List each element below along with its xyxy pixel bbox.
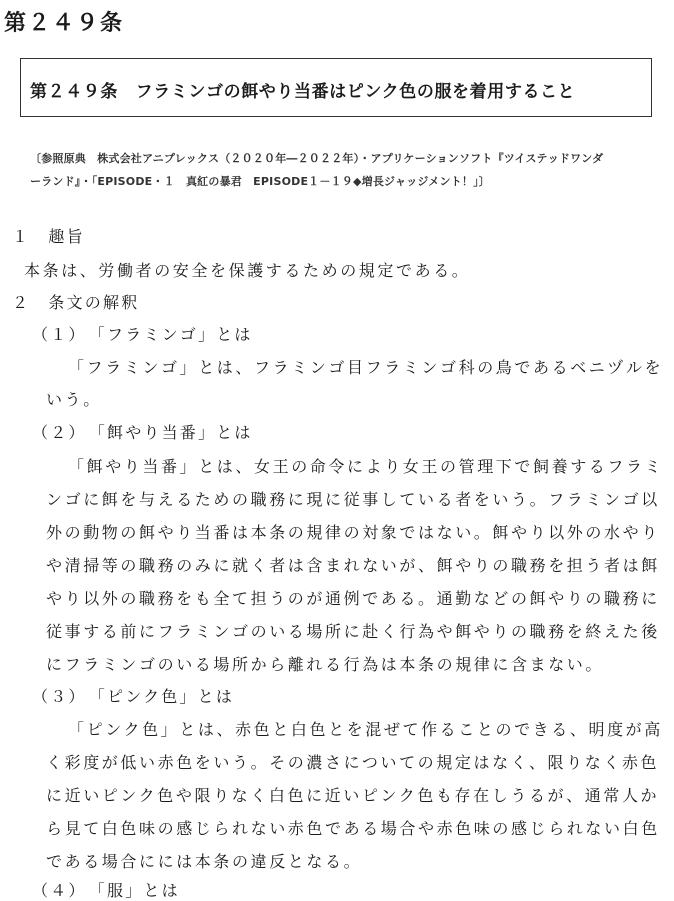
paragraph-line: である場合にには本条の違反となる。 xyxy=(46,852,363,871)
paragraph-line: ンゴに餌を与えるための職務に現に従事している者をいう。フラミンゴ以 xyxy=(46,490,660,509)
subsection-heading: （４） 「服」とは xyxy=(32,881,180,900)
paragraph-line: ら見て白色味の感じられない赤色である場合や赤色味の感じられない白色 xyxy=(46,819,660,838)
paragraph-line: 従事する前にフラミンゴのいる場所に赴く行為や餌やりの職務を終えた後 xyxy=(46,622,660,641)
paragraph-line: 「餌やり当番」とは、女王の命令により女王の管理下で飼養するフラミ xyxy=(68,457,664,476)
paragraph-line: 「フラミンゴ」とは、フラミンゴ目フラミンゴ科の鳥であるベニヅルを xyxy=(68,358,664,377)
paragraph-line: いう。 xyxy=(46,390,102,409)
paragraph-line: やり以外の職務をも全て担うのが通例である。通勤などの餌やりの職務に xyxy=(46,589,660,608)
paragraph-line: に近いピンク色や限りなく白色に近いピンク色も存在しうるが、通常人か xyxy=(46,786,660,805)
paragraph-line: 「ピンク色」とは、赤色と白色とを混ぜて作ることのできる、明度が高 xyxy=(68,720,663,739)
section-heading: ２ 条文の解釈 xyxy=(12,293,140,312)
paragraph-line: 本条は、労働者の安全を保護するための規定である。 xyxy=(24,261,471,280)
article-heading: 第２４９条 フラミンゴの餌やり当番はピンク色の服を着用すること xyxy=(30,82,576,102)
paragraph-line: く彩度が低い赤色をいう。その濃さについての規定はなく、限りなく赤色 xyxy=(46,753,660,772)
subsection-heading: （３） 「ピンク色」とは xyxy=(32,687,235,706)
article-title: 第２４９条 xyxy=(4,11,125,36)
paragraph-line: 外の動物の餌やり当番は本条の規律の対象ではない。餌やり以外の水やり xyxy=(46,523,660,542)
source-note-line: ーランド』・「EPISODE・１ 真紅の暴君 EPISODE１－１９◆増長ジャッジメント！」〕 xyxy=(30,175,490,188)
paragraph-line: にフラミンゴのいる場所から離れる行為は本条の規律に含まない。 xyxy=(46,655,605,674)
subsection-heading: （１） 「フラミンゴ」とは xyxy=(32,325,253,344)
source-note-line: 〔参照原典 株式会社アニプレックス（２０２０年―２０２２年）・アプリケーションソフト『ツイステッドワンダ xyxy=(30,152,604,165)
subsection-heading: （２） 「餌やり当番」とは xyxy=(32,423,253,442)
paragraph-line: や清掃等の職務のみに就く者は含まれないが、餌やりの職務を担う者は餌 xyxy=(46,556,660,575)
section-heading: １ 趣旨 xyxy=(12,227,85,246)
